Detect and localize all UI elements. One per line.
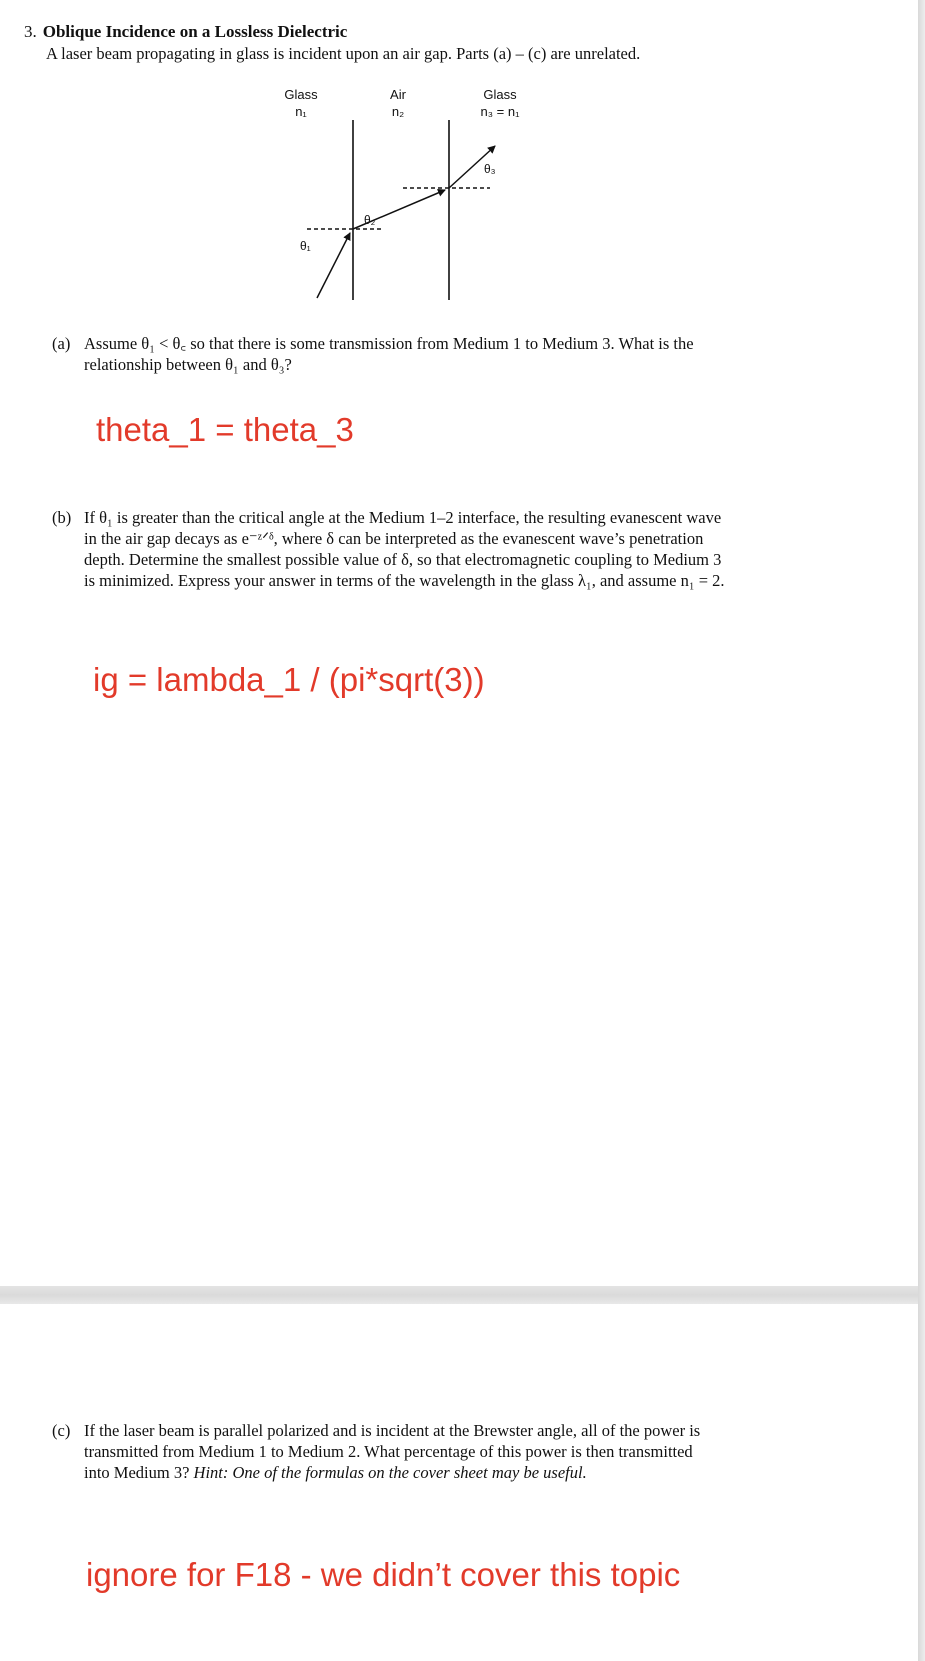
part-b-line-1: If θ₁ is greater than the critical angle at the Medium 1–2 interface, the resulting evanescent wave	[84, 508, 722, 527]
question-number: 3.	[24, 22, 37, 41]
theta3-label: θ₃	[484, 162, 496, 176]
part-b-line-3: depth. Determine the smallest possible value of δ, so that electromagnetic coupling to Medium 3	[84, 550, 722, 569]
part-b	[52, 507, 822, 591]
medium1-label: Glass	[284, 87, 318, 102]
part-b-line-2: in the air gap decays as e⁻ᶻᐟᵟ, where δ can be interpreted as the evanescent wave’s penetration	[84, 529, 704, 548]
question-intro: A laser beam propagating in glass is incident upon an air gap. Parts (a) – (c) are unrelated.	[46, 44, 641, 63]
medium2-index: n₂	[391, 104, 405, 119]
part-c-hint: Hint: One of the formulas on the cover sheet may be useful.	[193, 1463, 587, 1482]
medium3-label: Glass	[483, 87, 517, 102]
theta2-label: θ₂	[364, 213, 376, 227]
part-a-line-2: relationship between θ₁ and θ₃?	[84, 355, 292, 374]
part-b-line-4: is minimized. Express your answer in terms of the wavelength in the glass λ₁, and assume n₁ = 2.	[84, 571, 725, 590]
part-a-line-1: Assume θ₁ < θ꜀ so that there is some transmission from Medium 1 to Medium 3. What is the	[84, 334, 694, 353]
part-c-line-3	[84, 1462, 822, 1483]
answer-b: ig = lambda_1 / (pi*sqrt(3))	[93, 661, 485, 698]
page-edge-shadow	[918, 0, 925, 1661]
part-c-line-3-text: into Medium 3?	[84, 1463, 194, 1482]
answer-a: theta_1 = theta_3	[96, 411, 354, 448]
medium3-index: n₃ = n₁	[480, 104, 520, 119]
incident-ray	[317, 233, 350, 298]
theta1-label: θ₁	[300, 239, 311, 253]
part-c	[52, 1420, 822, 1483]
question-title	[24, 22, 347, 42]
part-c-line-2: transmitted from Medium 1 to Medium 2. What percentage of this power is then transmitted	[84, 1442, 693, 1461]
part-a-letter: (a)	[52, 334, 71, 353]
part-c-letter: (c)	[52, 1421, 71, 1440]
answer-c: ignore for F18 - we didn’t cover this topic	[86, 1556, 681, 1593]
medium1-index: n₁	[295, 104, 307, 119]
page-break	[0, 1286, 918, 1304]
medium2-label: Air	[390, 87, 406, 102]
part-c-line-1: If the laser beam is parallel polarized and is incident at the Brewster angle, all of the power is	[84, 1421, 701, 1440]
refraction-diagram	[260, 80, 540, 305]
part-b-letter: (b)	[52, 508, 72, 527]
question-title-text: Oblique Incidence on a Lossless Dielectric	[42, 22, 348, 41]
part-a	[52, 333, 822, 375]
